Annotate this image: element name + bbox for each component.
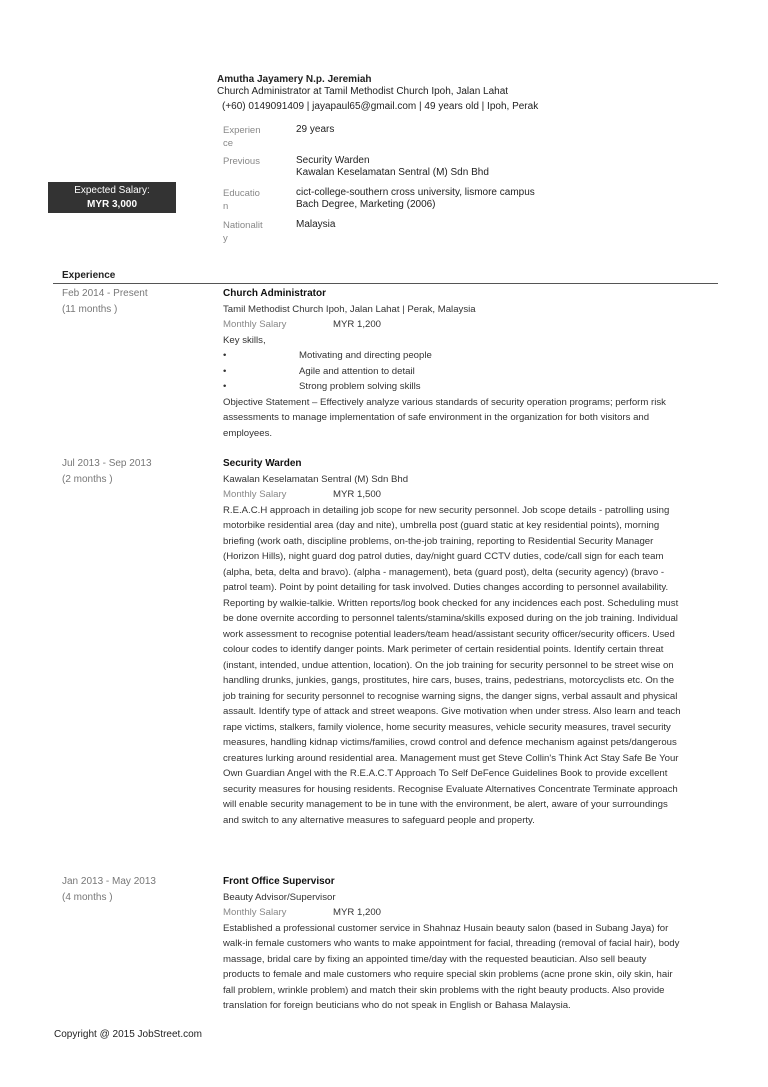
bullet-icon: • [223,381,227,392]
summary-previous-value [296,155,489,179]
salary-value: MYR 1,200 [333,907,381,918]
job-description: Objective Statement – Effectively analyze various standards of security operation programs; perform risk assessments to manage implementation of safe environment in the organization for both visitors and employees. [223,396,666,439]
expected-salary-label: Expected Salary: [74,185,150,196]
job-intro: Key skills, [223,334,266,346]
job-title: Front Office Supervisor [223,876,335,887]
salary-label: Monthly Salary [223,907,287,918]
education-institution: cict-college-southern cross university, lismore campus [296,187,535,198]
job-duration: (11 months ) [62,304,118,315]
job-entry-1 [223,286,685,441]
job-duration: (2 months ) [62,474,113,485]
label-line: ce [223,138,234,149]
footer-copyright: Copyright @ 2015 JobStreet.com [54,1029,203,1040]
job-salary [223,487,685,503]
salary-value: MYR 1,200 [333,319,381,330]
list-item [223,348,685,364]
label-line: Nationalit [223,220,263,231]
summary-education-label [223,187,275,213]
job-period: Jan 2013 - May 2013 [62,876,156,887]
previous-position: Security Warden [296,155,370,166]
salary-value: MYR 1,500 [333,489,381,500]
summary-experience-value: 29 years [296,124,335,135]
summary-previous-label: Previous [223,156,260,167]
job-entry-2 [223,456,685,828]
bullet-text: Agile and attention to detail [299,365,415,377]
bullet-icon: • [223,365,227,377]
summary-nationality-value: Malaysia [296,219,336,230]
label-line: y [223,233,228,244]
job-title: Church Administrator [223,288,326,299]
candidate-headline: Church Administrator at Tamil Methodist Church Ipoh, Jalan Lahat [217,86,509,97]
job-title: Security Warden [223,458,302,469]
label-line: n [223,201,229,212]
bullet-text: Motivating and directing people [299,350,432,361]
job-company: Kawalan Keselamatan Sentral (M) Sdn Bhd [223,473,409,485]
expected-salary-value: MYR 3,000 [86,199,138,210]
salary-label: Monthly Salary [223,319,287,330]
job-description: Established a professional customer service in Shahnaz Husain beauty salon (based in Subang Jaya) for walk-in female customers who wants to make appointment for facial, threading (removal of facial hair), body massage, bridal care by fixing an appointed time/day with the requested beautician. Also sell beauty products to female and male customers who require special skin problems (acne prone skin, oily skin, hair fall problem, wrinkle problem) and match their skin problems with the right beauty products. Also provide translation for foreign beuticians who do not speak in English or Bahasa Malaysia. [223,922,680,1011]
salary-label: Monthly Salary [223,489,287,500]
job-duration: (4 months ) [62,892,113,903]
job-description: R.E.A.C.H approach in detailing job scope for new security personnel. Job scope details - patrolling using motorbike residential area (day and nite), umbrella post (guard static at key residential points), morning briefing (work oath, discipline problems, on-the-job training, reporting to Residential Security Manager (Horizon Hills), night guard dog patrol duties, day/night guard CCTV duties, code/call sign for each team (alpha, beta, delta and bravo). (alpha - management), beta (guard post), delta (security agency) (bravo - patrol team). Point by point detailing for task involved. Duties changes according to personnel availability. Reporting by walkie-talkie. Written reports/log book checked for any incidences each post. Scheduling must be done overnite according to personnel talents/stamina/skills exposed during on the job training. Individual work assessment to recognise potential leaders/team head/assistant security officer/security officers. Used colour codes to identify danger points. Mark perimeter of certain residential points. Identify certain threat (instant, intended, undue attention, location). On the job training for security personnel to be street wise on handling drunks, junkies, gangs, prostitutes, hire cars, buses, trains, pedestrians, motorcyclists etc. On the job training for security personnel to recognise warning signs, the danger signs, verbal assault and physical assault. Identify type of attack and street weapons. Give motivation when under stress. Also learn and teach rape victims, stalkers, family violence, home security measures, vehicle security measures, travel security measures, handling kidnap victims/families, crowd control and defence mechanism against pets/dangerous creatures lurking around residential area. Management must get Steve Collin's Think Act Stay Safe Be Your Own Guardian Angel with the R.E.A.C.T Approach To Self DeFence Guidelines Book to provide excellent security measures for housing residents. Recognise Evaluate Alternatives Concentrate Terminate approach will enable security management to be in tune with the environment, be alert, aware of your surroundings and switch to any alternative measures to safeguard people and property. [223,504,681,826]
candidate-name: Amutha Jayamery N.p. Jeremiah [217,74,372,85]
bullet-icon: • [223,350,227,361]
label-line: Experien [223,125,261,136]
summary-education-value [296,187,535,211]
summary-nationality-label [223,219,275,245]
experience-section-title: Experience [62,270,116,281]
expected-salary-box [48,182,176,213]
job-date-3 [62,874,156,906]
job-entry-3 [223,874,685,1014]
job-company: Tamil Methodist Church Ipoh, Jalan Lahat | Perak, Malaysia [223,303,476,315]
job-date-1 [62,286,148,318]
previous-company: Kawalan Keselamatan Sentral (M) Sdn Bhd [296,167,489,178]
education-degree: Bach Degree, Marketing (2006) [296,199,436,210]
job-period: Jul 2013 - Sep 2013 [62,458,152,469]
bullet-text: Strong problem solving skills [299,381,421,392]
job-company: Beauty Advisor/Supervisor [223,891,336,903]
summary-experience-label [223,124,275,150]
job-salary [223,317,685,333]
label-line: Educatio [223,188,260,199]
job-period: Feb 2014 - Present [62,288,148,299]
list-item [223,364,685,380]
job-date-2 [62,456,152,488]
section-divider [53,283,718,284]
candidate-contact: (+60) 0149091409 | jayapaul65@gmail.com | 49 years old | Ipoh, Perak [222,101,539,112]
job-salary [223,905,685,921]
list-item [223,379,685,395]
